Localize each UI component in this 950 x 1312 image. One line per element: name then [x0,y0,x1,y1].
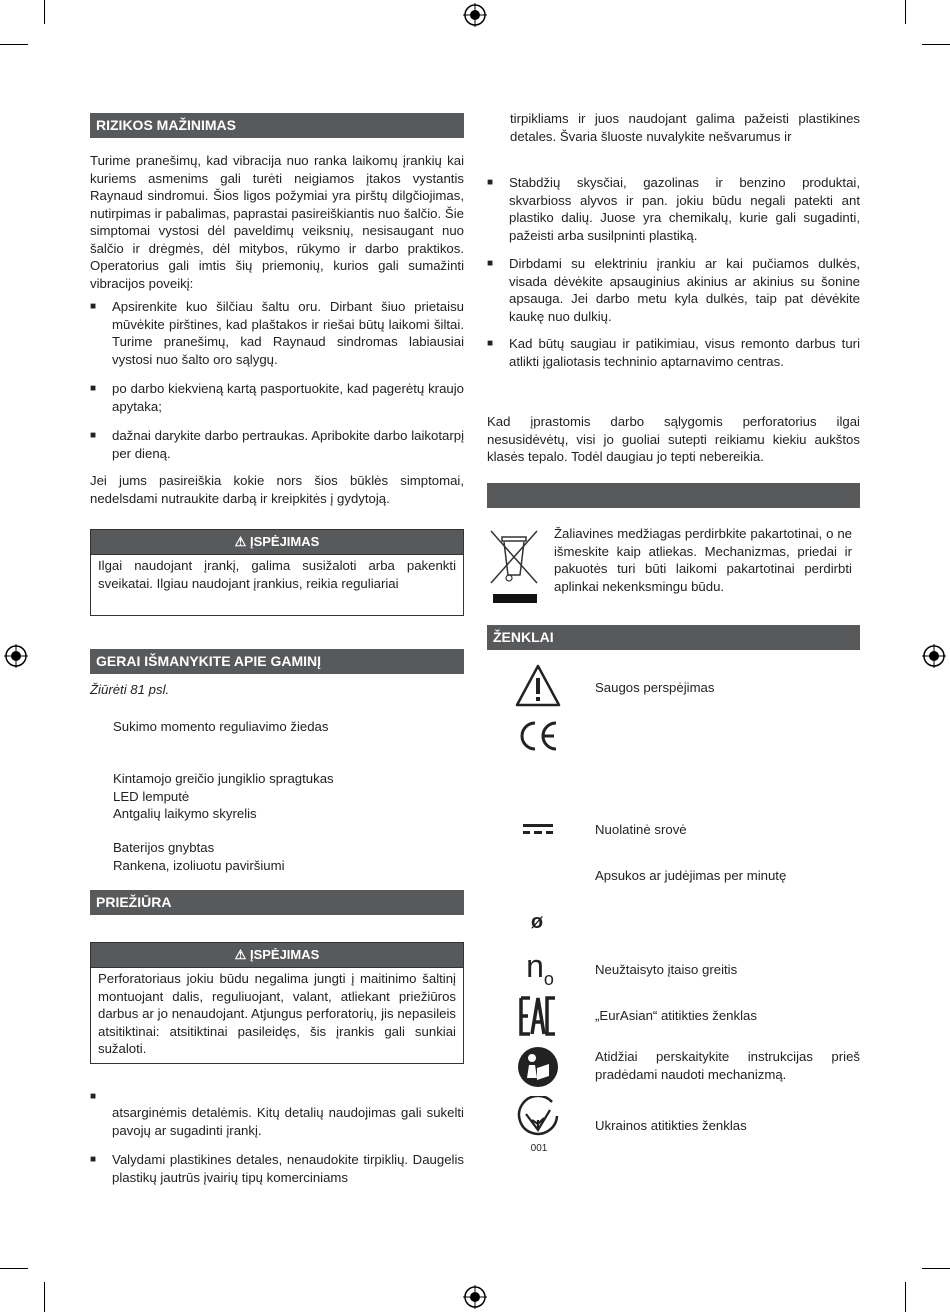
list-item-text: Valydami plastikines detales, nenaudokite tirpiklių. Daugelis plastikų jautrūs įvairių tipų komerciniams [112,1152,464,1185]
ce-mark-icon [516,719,560,753]
list-item [487,174,860,246]
no-load-o: o [543,969,554,989]
no-load-speed-icon [518,946,562,989]
risk-paragraph: Turime pranešimų, kad vibracija nuo ranka laikomų įrankių kai kuriems asmenims gali turėti neigiamos įtakos vystantis Raynaud sindromui. Šios ligos požymiai yra pirštų dilgčiojimas, nutirpimas ir pabalimas, paprastai pasireiškiantis nuo šalčio. Šie simptomai vystosi dėl paveldimų veiksnių, nesisaugant nuo šalčio ir drėgmės, dėl mitybos, rūkymo ir darbo praktikos. Operatorius gali imtis šių priemonių, kurios gali sumažinti vibracijos poveikį: [90,153,464,291]
bullet-icon: ■ [90,1154,97,1165]
bullet-icon: ■ [90,383,97,394]
part-label: LED lemputė [113,789,190,804]
bullet-icon: ■ [90,430,97,441]
part-label: Sukimo momento reguliavimo žiedas [113,719,329,734]
risk-after-paragraph: Jei jums pasireiškia kokie nors šios būklės simptomai, nedelsdami nutraukite darbą ir kreipkitės į gydytoją. [90,473,464,506]
symbol-label: Atidžiai perskaitykite instrukcijas prieš pradėdami naudoti mechanizmą. [595,1049,860,1082]
registration-mark-icon [463,1285,487,1309]
list-item-text: atsarginėmis detalėmis. Kitų detalių naudojimas gali sukelti pavojų ar sugadinti įrankį. [112,1105,464,1138]
environment-header [487,483,860,508]
list-item-text: Dirbdami su elektriniu įrankiu ar kai pučiamos dulkės, visada dėvėkite apsauginius akinius ar akinius su šonine apsauga. Jei darbo metu kyla dulkės, taip pat dėvėkite kaukę nuo dulkių. [509,256,860,324]
crop-mark [905,0,906,24]
part-label: Antgalių laikymo skyrelis [113,806,257,821]
list-item-text: Stabdžių skysčiai, gazolinas ir benzino produktai, skvarbioss alyvos ir pan. jokiu būdu negali patekti ant plastiko dalių. Juose yra chemikalų, kurie gali sugadinti, pažeisti arba susilpninti plastiką. [509,175,860,243]
list-item-text: Apsirenkite kuo šilčiau šaltu oru. Dirbant šiuo prietaisu mūvėkite pirštines, kad plaštakos ir riešai būtų laikomi šiltai. Turime pranešimų, kad Raynaud sindromas labiausiai vystosi nuo šalto oro sąlygų. [112,299,464,367]
continued-text: tirpikliams ir juos naudojant galima pažeisti plastikines detales. Švaria šluoste nuvalykite nešvarumus ir [510,111,860,144]
know-product-header: GERAI IŠMANYKITE APIE GAMINĮ [90,649,464,674]
list-item-text: po darbo kiekvieną kartą pasportuokite, kad pagerėtų kraujo apytaka; [112,381,464,414]
crop-mark [0,44,28,45]
registration-mark-icon [4,644,28,668]
warning-box [90,942,464,1064]
diameter-icon: ø [530,911,544,933]
bullet-icon: ■ [487,258,494,269]
warning-triangle-icon: ⚠ [234,534,247,549]
part-label: Baterijos gnybtas [113,840,215,855]
warning-triangle-icon: ⚠ [234,947,247,962]
warning-text: Perforatoriaus jokiu būdu negalima jungti į maitinimo šaltinį montuojant dalis, reguliuojant, valant, atliekant priežiūros darbus ar jo nenaudojant. Atjungus perforatorių, jis nepasileis atsitiktinai: atsitiktinai pasileidęs, šis įrankis gali sunkiai sužaloti. [98,971,456,1056]
list-item [90,380,464,416]
crop-mark [922,44,950,45]
crop-mark [44,0,45,24]
ukraine-mark-icon [516,1096,560,1142]
warning-header [91,530,463,555]
warning-title: ĮSPĖJIMAS [249,534,320,549]
registration-mark-icon [922,644,946,668]
page-reference: Žiūrėti 81 psl. [90,682,170,697]
list-item [90,298,464,370]
recycle-text: Žaliavines medžiagas perdirbkite pakartotinai, o ne išmeskite kaip atliekas. Mechanizmas, priedai ir pakuotės turi būti laikomi pakartotinai perdirbti aplinkai nekenksmingu būdu. [554,526,852,594]
symbol-label: Nuolatinė srovė [595,822,687,837]
no-load-n: n [526,948,544,984]
crop-mark [0,1268,28,1269]
symbol-label: Ukrainos atitikties ženklas [595,1118,747,1133]
eac-mark-icon [519,996,557,1036]
list-item-text: dažnai darykite darbo pertraukas. Apribokite darbo laikotarpį per dieną. [112,428,464,461]
symbol-label: Saugos perspėjimas [595,680,715,695]
safety-warning-icon [515,664,561,708]
bullet-icon: ■ [487,338,494,349]
list-item [90,1151,464,1187]
warning-header [91,943,463,968]
warning-box [90,529,464,616]
crossed-bin-icon [487,525,541,605]
crop-mark [44,1282,45,1312]
bullet-icon: ■ [90,301,97,312]
part-label: Rankena, izoliuotu paviršiumi [113,858,285,873]
read-manual-icon [517,1046,559,1088]
risk-section-header: RIZIKOS MAŽINIMAS [90,113,464,138]
warning-title: ĮSPĖJIMAS [249,947,320,962]
bullet-icon: ■ [90,1091,97,1102]
list-item [90,427,464,463]
part-label: Kintamojo greičio jungiklio spragtukas [113,771,334,786]
crop-mark [905,1282,906,1312]
symbols-header: ŽENKLAI [487,625,860,650]
registration-mark-icon [463,3,487,27]
symbol-label: Neužtaisyto įtaiso greitis [595,962,738,977]
list-item [90,1088,464,1140]
warning-text: Ilgai naudojant įrankį, galima susižaloti arba pakenkti sveikatai. Ilgiau naudojant įrankius, reikia reguliariai [98,558,456,591]
ukraine-mark-code: 001 [530,1143,548,1154]
maintenance-header: PRIEŽIŪRA [90,890,464,915]
list-item [487,255,860,327]
list-item-text: Kad būtų saugiau ir patikimiau, visus remonto darbus turi atlikti įgaliotasis techninio aptarnavimo centras. [509,336,860,369]
bullet-icon: ■ [487,177,494,188]
lubrication-paragraph: Kad įprastomis darbo sąlygomis perforatorius ilgai nesusidėvėtų, visi jo guoliai sutepti reikiamu kiekiu aukštos klasės tepalo. Todėl daugiau jo tepti nebereikia. [487,414,860,464]
direct-current-icon [522,823,554,835]
crop-mark [922,1268,950,1269]
list-item [487,335,860,371]
symbol-label: Apsukos ar judėjimas per minutę [595,868,787,883]
symbol-label: „EurAsian“ atitikties ženklas [595,1008,757,1023]
